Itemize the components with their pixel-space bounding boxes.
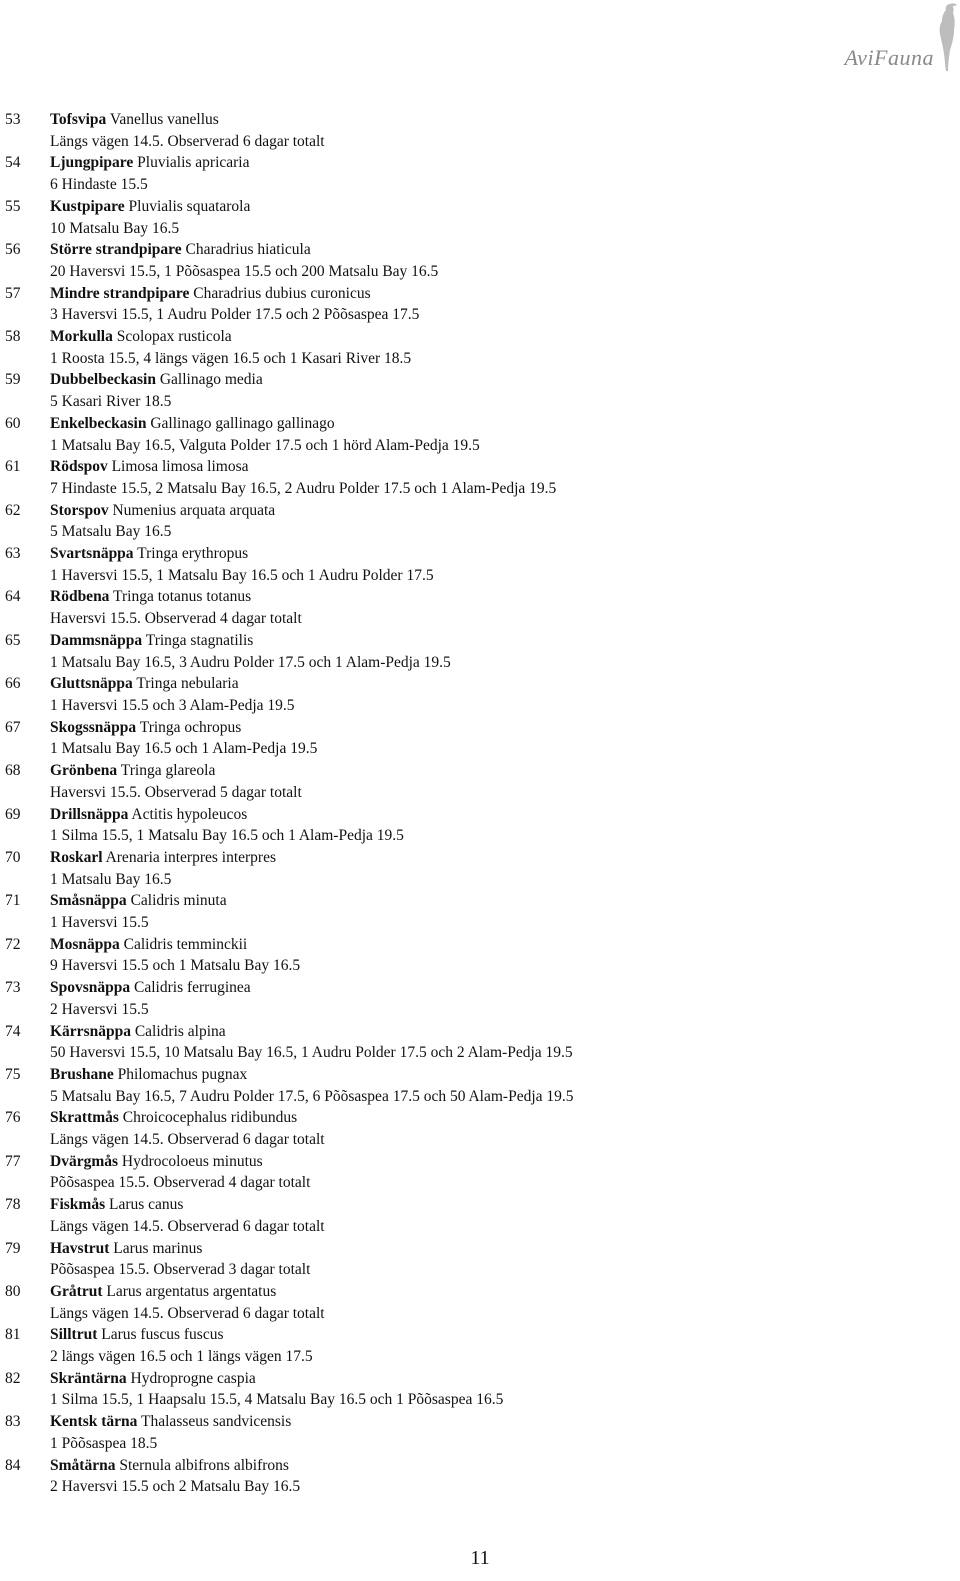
swedish-name: Enkelbeckasin (50, 414, 147, 432)
species-name-line (50, 369, 263, 391)
latin-name: Limosa limosa limosa (111, 458, 249, 476)
page-number: 11 (470, 1547, 490, 1569)
species-name-line (50, 152, 250, 174)
species-entry (0, 1238, 960, 1281)
swedish-name: Småtärna (50, 1456, 116, 1474)
swedish-name: Gluttsnäppa (50, 675, 133, 693)
swedish-name: Kustpipare (50, 197, 125, 215)
observation-text: 10 Matsalu Bay 16.5 (50, 219, 180, 237)
latin-name: Tringa totanus totanus (113, 588, 252, 606)
species-entry (0, 456, 960, 499)
latin-name: Scolopax rusticola (116, 328, 232, 346)
observation-text: 6 Hindaste 15.5 (50, 176, 148, 194)
species-name-line (50, 1021, 226, 1043)
species-entry (0, 977, 960, 1020)
swedish-name: Mosnäppa (50, 935, 120, 953)
latin-name: Actitis hypoleucos (131, 805, 248, 823)
swedish-name: Mindre strandpipare (50, 284, 190, 302)
swedish-name: Roskarl (50, 848, 103, 866)
latin-name: Larus marinus (113, 1239, 203, 1257)
swedish-name: Småsnäppa (50, 892, 127, 910)
swedish-name: Skrattmås (50, 1109, 119, 1127)
latin-name: Tringa ochropus (139, 718, 242, 736)
swedish-name: Rödspov (50, 458, 108, 476)
entry-number: 84 (5, 1456, 21, 1474)
swedish-name: Spovsnäppa (50, 979, 131, 997)
latin-name: Hydroprogne caspia (130, 1369, 256, 1387)
swedish-name: Skogssnäppa (50, 718, 137, 736)
latin-name: Tringa glareola (120, 762, 216, 780)
entry-number: 77 (5, 1152, 21, 1170)
latin-name: Hydrocoloeus minutus (121, 1152, 263, 1170)
species-entry (0, 1151, 960, 1194)
species-entry (0, 890, 960, 933)
species-entry (0, 1368, 960, 1411)
latin-name: Larus argentatus argentatus (106, 1282, 277, 1300)
entry-number: 53 (5, 111, 21, 128)
observation-text: Põõsaspea 15.5. Observerad 4 dagar totalt (50, 1174, 311, 1192)
species-name-line (50, 890, 227, 912)
entry-number: 61 (5, 458, 21, 476)
swedish-name: Kentsk tärna (50, 1413, 138, 1431)
species-entry (0, 1324, 960, 1367)
observation-text: Längs vägen 14.5. Observerad 6 dagar totalt (50, 1217, 325, 1235)
entry-number: 71 (5, 892, 21, 910)
species-name-line (50, 1107, 297, 1129)
species-entry (0, 1411, 960, 1454)
species-entry (0, 1064, 960, 1107)
entry-number: 73 (5, 979, 21, 997)
species-name-line (50, 717, 241, 739)
latin-name: Gallinago media (159, 371, 263, 389)
observation-text: 1 Roosta 15.5, 4 längs vägen 16.5 och 1 Kasari River 18.5 (50, 349, 412, 367)
species-entry (0, 1107, 960, 1150)
species-name-line (50, 283, 371, 305)
latin-name: Calidris temminckii (123, 935, 248, 953)
bird-silhouette-icon (930, 2, 958, 72)
entry-number: 78 (5, 1196, 21, 1214)
species-entry (0, 1281, 960, 1324)
species-name-line (50, 1368, 256, 1390)
swedish-name: Morkulla (50, 328, 113, 346)
species-entry (0, 630, 960, 673)
entry-number: 64 (5, 588, 21, 606)
latin-name: Thalasseus sandvicensis (141, 1413, 292, 1431)
swedish-name: Dubbelbeckasin (50, 371, 156, 389)
swedish-name: Större strandpipare (50, 241, 182, 259)
species-name-line (50, 760, 215, 782)
logo-text: AviFauna (844, 45, 934, 70)
species-entry (0, 326, 960, 369)
species-name-line (50, 413, 335, 435)
species-entry (0, 239, 960, 282)
observation-text: 7 Hindaste 15.5, 2 Matsalu Bay 16.5, 2 Audru Polder 17.5 och 1 Alam-Pedja 19.5 (50, 479, 557, 497)
entry-number: 75 (5, 1065, 21, 1083)
observation-text: 50 Haversvi 15.5, 10 Matsalu Bay 16.5, 1 Audru Polder 17.5 och 2 Alam-Pedja 19.5 (50, 1044, 573, 1062)
species-entry (0, 109, 960, 152)
swedish-name: Skräntärna (50, 1369, 127, 1387)
observation-text: Längs vägen 14.5. Observerad 6 dagar totalt (50, 1131, 325, 1149)
entry-number: 59 (5, 371, 21, 389)
species-entry (0, 1194, 960, 1237)
latin-name: Tringa stagnatilis (145, 631, 254, 649)
latin-name: Numenius arquata arquata (112, 501, 276, 519)
latin-name: Philomachus pugnax (117, 1065, 248, 1083)
swedish-name: Silltrut (50, 1326, 98, 1344)
species-name-line (50, 804, 247, 826)
latin-name: Calidris alpina (134, 1022, 226, 1040)
species-name-line (50, 1151, 263, 1173)
observation-text: Haversvi 15.5. Observerad 4 dagar totalt (50, 610, 302, 628)
species-entry (0, 673, 960, 716)
swedish-name: Kärrsnäppa (50, 1022, 131, 1040)
entry-number: 76 (5, 1109, 21, 1127)
latin-name: Arenaria interpres interpres (105, 848, 276, 866)
swedish-name: Storspov (50, 501, 109, 519)
entry-number: 72 (5, 935, 21, 953)
species-name-line (50, 196, 250, 218)
species-entry (0, 1021, 960, 1064)
observation-text: 5 Matsalu Bay 16.5, 7 Audru Polder 17.5, 6 Põõsaspea 17.5 och 50 Alam-Pedja 19.5 (50, 1087, 574, 1105)
species-entry (0, 804, 960, 847)
entry-number: 80 (5, 1282, 21, 1300)
observation-text: 2 längs vägen 16.5 och 1 längs vägen 17.5 (50, 1348, 313, 1366)
entry-number: 62 (5, 501, 21, 519)
swedish-name: Dvärgmås (50, 1152, 119, 1170)
species-name-line (50, 239, 311, 261)
entry-number: 63 (5, 545, 21, 563)
latin-name: Calidris minuta (130, 892, 227, 910)
species-name-line (50, 1411, 291, 1433)
species-name-line (50, 543, 248, 565)
species-name-line (50, 977, 251, 999)
species-entry (0, 152, 960, 195)
entry-number: 70 (5, 848, 21, 866)
latin-name: Larus fuscus fuscus (101, 1326, 224, 1344)
species-name-line (50, 586, 251, 608)
swedish-name: Grönbena (50, 762, 118, 780)
observation-text: 1 Matsalu Bay 16.5, Valguta Polder 17.5 och 1 hörd Alam-Pedja 19.5 (50, 436, 480, 454)
swedish-name: Havstrut (50, 1239, 110, 1257)
species-name-line (50, 673, 239, 695)
species-entry (0, 283, 960, 326)
species-name-line (50, 1455, 289, 1477)
latin-name: Vanellus vanellus (109, 111, 219, 128)
species-name-line (50, 109, 219, 131)
species-entry (0, 847, 960, 890)
observation-text: 2 Haversvi 15.5 (50, 1000, 149, 1018)
species-entry (0, 1455, 960, 1498)
entry-number: 68 (5, 762, 21, 780)
species-entry (0, 717, 960, 760)
observation-text: 1 Põõsaspea 18.5 (50, 1434, 158, 1452)
latin-name: Chroicocephalus ridibundus (122, 1109, 298, 1127)
species-entry (0, 413, 960, 456)
observation-text: 1 Silma 15.5, 1 Matsalu Bay 16.5 och 1 Alam-Pedja 19.5 (50, 827, 404, 845)
latin-name: Tringa nebularia (136, 675, 239, 693)
species-entry (0, 543, 960, 586)
species-name-line (50, 1324, 224, 1346)
entry-number: 82 (5, 1369, 21, 1387)
entry-number: 65 (5, 631, 21, 649)
entry-number: 74 (5, 1022, 21, 1040)
swedish-name: Ljungpipare (50, 154, 134, 172)
species-name-line (50, 847, 276, 869)
latin-name: Charadrius hiaticula (185, 241, 311, 259)
entry-number: 67 (5, 718, 21, 736)
observation-text: 2 Haversvi 15.5 och 2 Matsalu Bay 16.5 (50, 1478, 301, 1496)
avifauna-logo (783, 0, 960, 80)
species-list (0, 109, 960, 1498)
observation-text: Haversvi 15.5. Observerad 5 dagar totalt (50, 783, 302, 801)
latin-name: Charadrius dubius curonicus (193, 284, 371, 302)
entry-number: 54 (5, 154, 21, 172)
swedish-name: Gråtrut (50, 1282, 103, 1300)
entry-number: 55 (5, 197, 21, 215)
observation-text: 1 Haversvi 15.5 (50, 914, 149, 931)
observation-text: 9 Haversvi 15.5 och 1 Matsalu Bay 16.5 (50, 957, 301, 975)
species-name-line (50, 630, 253, 652)
latin-name: Pluvialis apricaria (137, 154, 250, 172)
swedish-name: Dammsnäppa (50, 631, 143, 649)
observation-text: 1 Matsalu Bay 16.5 och 1 Alam-Pedja 19.5 (50, 740, 318, 758)
latin-name: Gallinago gallinago gallinago (150, 414, 335, 432)
observation-text: 1 Matsalu Bay 16.5, 3 Audru Polder 17.5 och 1 Alam-Pedja 19.5 (50, 653, 451, 671)
entry-number: 56 (5, 241, 21, 259)
observation-text: 1 Matsalu Bay 16.5 (50, 870, 172, 888)
entry-number: 58 (5, 328, 21, 346)
observation-text: 5 Kasari River 18.5 (50, 393, 172, 411)
species-name-line (50, 1238, 202, 1260)
entry-number: 60 (5, 414, 21, 432)
species-entry (0, 196, 960, 239)
species-entry (0, 760, 960, 803)
species-name-line (50, 456, 249, 478)
latin-name: Pluvialis squatarola (128, 197, 251, 215)
observation-text: 3 Haversvi 15.5, 1 Audru Polder 17.5 och 2 Põõsaspea 17.5 (50, 306, 420, 324)
species-name-line (50, 1281, 276, 1303)
latin-name: Tringa erythropus (137, 545, 249, 563)
species-name-line (50, 1064, 247, 1086)
swedish-name: Tofsvipa (50, 111, 107, 128)
swedish-name: Fiskmås (50, 1196, 106, 1214)
entry-number: 81 (5, 1326, 21, 1344)
swedish-name: Svartsnäppa (50, 545, 134, 563)
species-name-line (50, 326, 232, 348)
entry-number: 69 (5, 805, 21, 823)
species-entry (0, 934, 960, 977)
latin-name: Larus canus (109, 1196, 184, 1214)
swedish-name: Brushane (50, 1065, 114, 1083)
observation-text: 5 Matsalu Bay 16.5 (50, 523, 172, 541)
entry-number: 83 (5, 1413, 21, 1431)
entry-number: 79 (5, 1239, 21, 1257)
latin-name: Sternula albifrons albifrons (119, 1456, 289, 1474)
species-name-line (50, 934, 247, 956)
observation-text: 20 Haversvi 15.5, 1 Põõsaspea 15.5 och 200 Matsalu Bay 16.5 (50, 262, 439, 280)
latin-name: Calidris ferruginea (134, 979, 251, 997)
species-entry (0, 586, 960, 629)
species-entry (0, 500, 960, 543)
species-name-line (50, 1194, 183, 1216)
entry-number: 66 (5, 675, 21, 693)
species-name-line (50, 500, 275, 522)
observation-text: 1 Silma 15.5, 1 Haapsalu 15.5, 4 Matsalu Bay 16.5 och 1 Põõsaspea 16.5 (50, 1391, 504, 1409)
swedish-name: Drillsnäppa (50, 805, 129, 823)
entry-number: 57 (5, 284, 21, 302)
observation-text: 1 Haversvi 15.5 och 3 Alam-Pedja 19.5 (50, 696, 295, 714)
observation-text: Längs vägen 14.5. Observerad 6 dagar totalt (50, 1304, 325, 1322)
observation-text: Längs vägen 14.5. Observerad 6 dagar totalt (50, 132, 325, 150)
observation-text: 1 Haversvi 15.5, 1 Matsalu Bay 16.5 och 1 Audru Polder 17.5 (50, 566, 434, 584)
species-entry (0, 369, 960, 412)
swedish-name: Rödbena (50, 588, 110, 606)
observation-text: Põõsaspea 15.5. Observerad 3 dagar totalt (50, 1261, 311, 1279)
